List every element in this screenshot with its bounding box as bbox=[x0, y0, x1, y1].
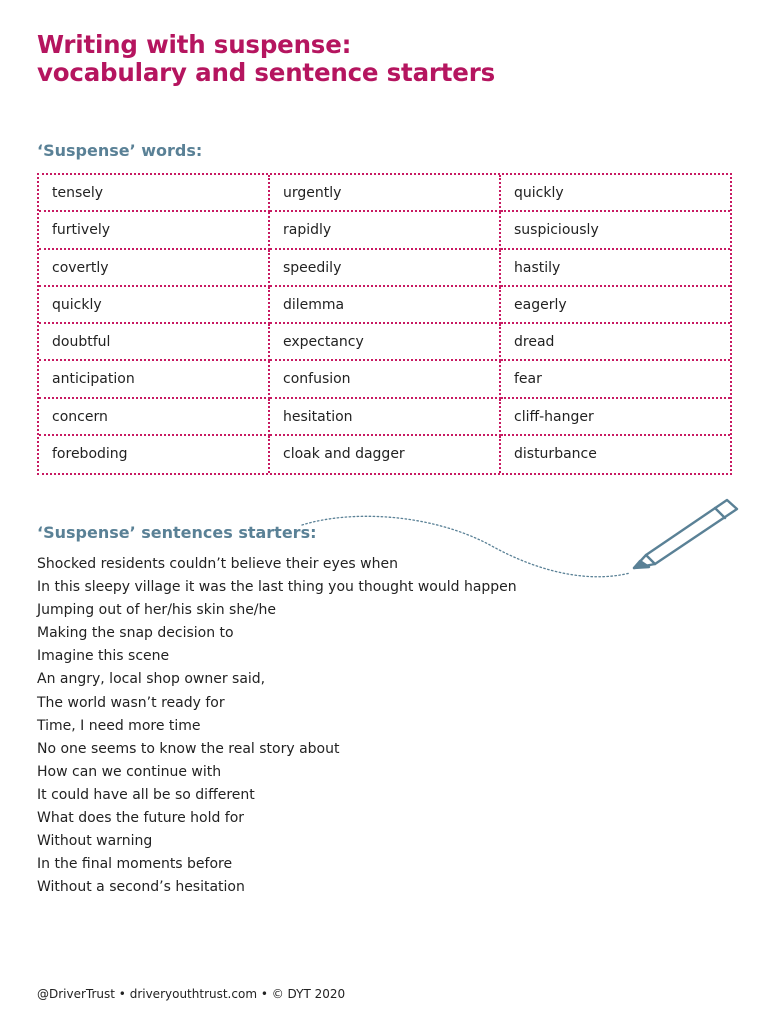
word-cell: quickly bbox=[39, 287, 270, 324]
word-cell: foreboding bbox=[39, 436, 270, 473]
word-cell: expectancy bbox=[270, 324, 501, 361]
page-title bbox=[37, 31, 495, 87]
word-cell: cloak and dagger bbox=[270, 436, 501, 473]
word-cell: covertly bbox=[39, 250, 270, 287]
word-cell: speedily bbox=[270, 250, 501, 287]
sentence-starter-item: Jumping out of her/his skin she/he bbox=[37, 602, 277, 619]
word-cell: hesitation bbox=[270, 399, 501, 436]
word-cell: urgently bbox=[270, 175, 501, 212]
sentence-starter-item: In this sleepy village it was the last thing you thought would happen bbox=[37, 579, 517, 596]
suspense-words-heading: ‘Suspense’ words: bbox=[37, 141, 203, 160]
sentence-starters-heading: ‘Suspense’ sentences starters: bbox=[37, 523, 317, 542]
word-cell: disturbance bbox=[514, 445, 597, 462]
word-cell: tensely bbox=[39, 175, 270, 212]
suspense-words-grid bbox=[37, 173, 732, 475]
word-cell: fear bbox=[501, 361, 730, 398]
sentence-starter-item: Shocked residents couldn’t believe their eyes when bbox=[37, 556, 398, 572]
sentence-starter-item: An angry, local shop owner said, bbox=[37, 671, 266, 688]
word-cell: suspiciously bbox=[501, 212, 730, 249]
sentence-starter-item: Without a second’s hesitation bbox=[37, 879, 245, 896]
word-cell: anticipation bbox=[39, 361, 270, 398]
word-cell: concern bbox=[39, 399, 270, 436]
word-cell: eagerly bbox=[501, 287, 730, 324]
word-cell: cliff-hanger bbox=[501, 399, 730, 436]
page-title-line-1: Writing with suspense: bbox=[37, 30, 352, 59]
sentence-starter-item: Making the snap decision to bbox=[37, 625, 234, 642]
sentence-starter-item: It could have all be so different bbox=[37, 786, 255, 803]
sentence-starter-item: What does the future hold for bbox=[37, 810, 245, 827]
word-cell: rapidly bbox=[270, 212, 501, 249]
word-cell: dilemma bbox=[270, 287, 501, 324]
word-cell: doubtful bbox=[39, 324, 270, 361]
word-cell: furtively bbox=[39, 212, 270, 249]
word-cell: confusion bbox=[270, 361, 501, 398]
page-title-line-2: vocabulary and sentence starters bbox=[37, 58, 495, 87]
sentence-starter-item: Time, I need more time bbox=[37, 717, 201, 734]
footer: @DriverTrust • driveryouthtrust.com • © DYT 2020 bbox=[37, 987, 346, 1001]
word-cell: dread bbox=[501, 324, 730, 361]
sentence-starter-item: Without warning bbox=[37, 833, 153, 850]
sentence-starter-item: No one seems to know the real story about bbox=[37, 740, 340, 757]
sentence-starter-item: How can we continue with bbox=[37, 763, 222, 780]
pencil-icon bbox=[634, 500, 737, 568]
word-cell: hastily bbox=[501, 250, 730, 287]
sentence-starter-item: The world wasn’t ready for bbox=[37, 694, 225, 711]
sentence-starters-list bbox=[37, 553, 517, 899]
sentence-starter-item: Imagine this scene bbox=[37, 648, 170, 665]
word-cell: quickly bbox=[501, 175, 730, 212]
sentence-starter-item: In the final moments before bbox=[37, 856, 233, 873]
